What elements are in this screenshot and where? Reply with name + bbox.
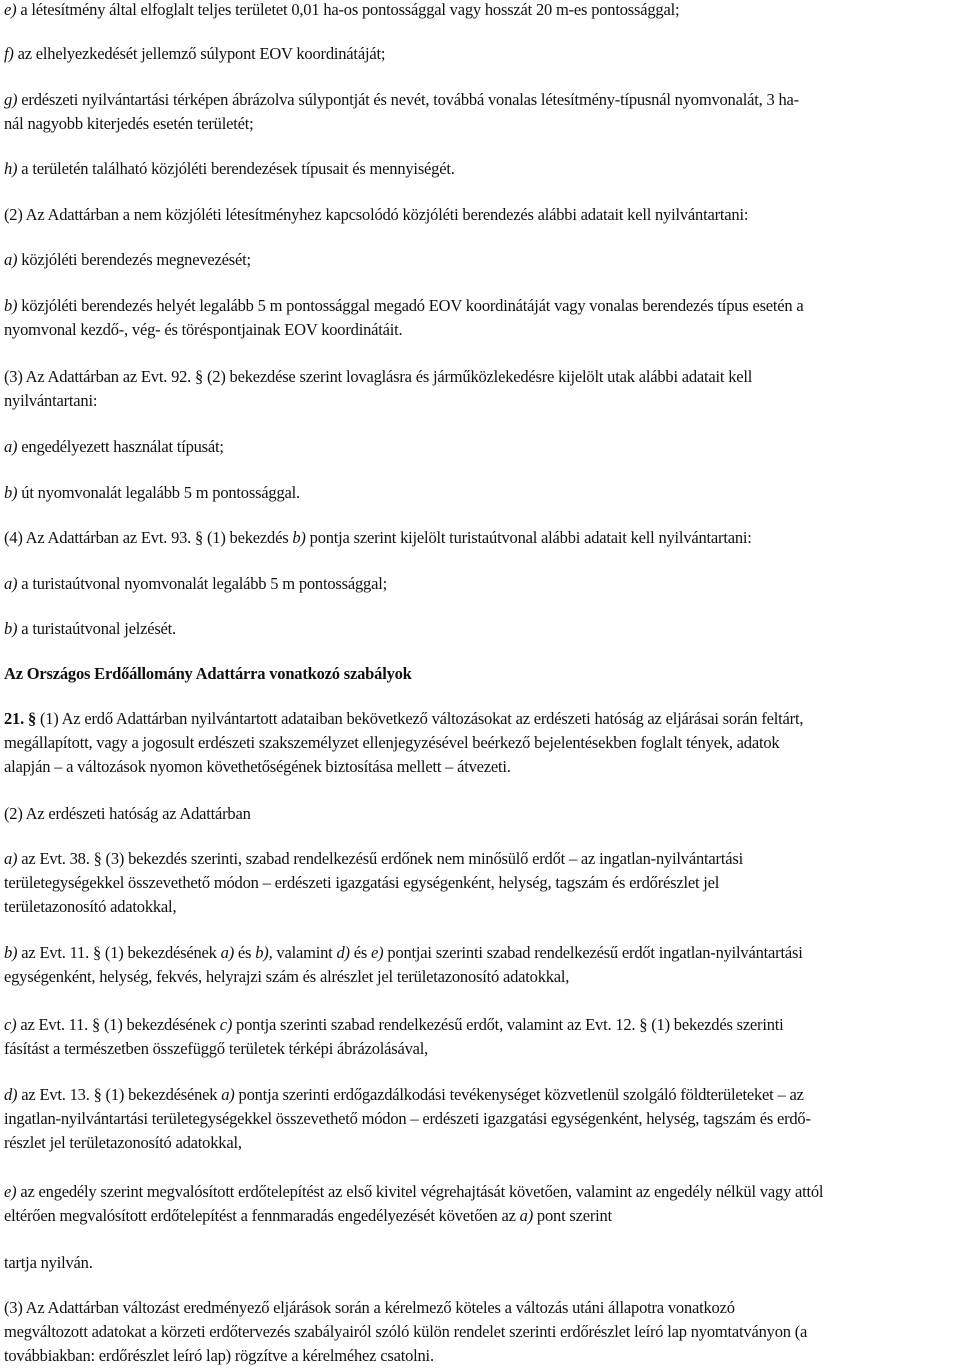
item-marker: h) — [4, 159, 18, 178]
paragraph-text: közjóléti berendezés megnevezését; — [17, 250, 251, 269]
paragraph-text: az Evt. 38. § (3) bekezdés szerinti, szabad rendelkezésű erdőnek nem minősülő erdőt – az ingatlan-nyilvántartási — [17, 849, 743, 868]
paragraph-21-2 — [4, 802, 952, 826]
paragraph-e — [4, 0, 952, 22]
paragraph-text: a turistaútvonal nyomvonalát legalább 5 m pontossággal; — [17, 574, 387, 593]
paragraph-f — [4, 42, 952, 66]
item-marker: a) — [4, 574, 18, 593]
item-marker: e) — [4, 0, 17, 19]
paragraph-2 — [4, 203, 952, 227]
paragraph-21-2a — [4, 847, 952, 919]
paragraph-text: nyomvonal kezdő-, vég- és töréspontjainak EOV koordinátáit. — [4, 320, 403, 339]
item-marker: b) — [4, 943, 18, 962]
paragraph-text: fásítást a természetben összefüggő területek térképi ábrázolásával, — [4, 1039, 429, 1058]
paragraph-text: (2) Az Adattárban a nem közjóléti létesítményhez kapcsolódó közjóléti berendezés alábbi adatait kell nyilvántartani: — [4, 205, 749, 224]
paragraph-text: megállapított, vagy a jogosult erdészeti szakszemélyzet ellenjegyzésével beérkező bejelentésekben foglalt tények, adatok — [4, 733, 780, 752]
item-ref: a) — [220, 943, 234, 962]
paragraph-21-3 — [4, 1296, 952, 1368]
item-marker: b) — [4, 296, 18, 315]
paragraph-text: alapján – a változások nyomon követhetőségének biztosítása mellett – átvezeti. — [4, 757, 511, 776]
item-ref: b) — [255, 943, 269, 962]
paragraph-text: tartja nyilván. — [4, 1253, 93, 1272]
paragraph-text: engedélyezett használat típusát; — [17, 437, 224, 456]
item-ref: e) — [371, 943, 384, 962]
paragraph-text: nyilvántartani: — [4, 391, 98, 410]
paragraph-21-2c — [4, 1013, 952, 1061]
paragraph-text: a létesítmény által elfoglalt teljes területet 0,01 ha-os pontossággal vagy hosszát 20 m-es pontossággal; — [16, 0, 680, 19]
paragraph-21-2e — [4, 1180, 952, 1228]
paragraph-text: közjóléti berendezés helyét legalább 5 m pontossággal megadó EOV koordinátáját vagy vonalas berendezés típus esetén a — [17, 296, 804, 315]
paragraph-text: eltérően megvalósított erdőtelepítést a fennmaradás engedélyezését követően az — [4, 1206, 520, 1225]
paragraph-text: az Evt. 11. § (1) bekezdésének — [16, 1015, 220, 1034]
item-ref: a) — [519, 1206, 533, 1225]
paragraph-text: (2) Az erdészeti hatóság az Adattárban — [4, 804, 251, 823]
paragraph-text: erdészeti nyilvántartási térképen ábrázolva súlypontját és nevét, továbbá vonalas létesítmény-típusnál nyomvonalát, 3 ha- — [17, 90, 799, 109]
paragraph-text: , valamint — [268, 943, 337, 962]
item-ref: c) — [219, 1015, 233, 1034]
paragraph-h — [4, 157, 952, 181]
paragraph-2b — [4, 294, 952, 342]
section-number: 21. § — [4, 709, 37, 728]
paragraph-4b — [4, 617, 952, 641]
paragraph-text: (3) Az Adattárban változást eredményező eljárások során a kérelmező köteles a változás utáni állapotra vonatkozó — [4, 1298, 735, 1317]
item-marker: c) — [4, 1015, 17, 1034]
paragraph-3a — [4, 435, 952, 459]
paragraph-21-1 — [4, 707, 952, 779]
paragraph-text: (4) Az Adattárban az Evt. 93. § (1) bekezdés — [4, 528, 293, 547]
paragraph-text: ingatlan-nyilvántartási területegységekkel összevethető módon – erdészeti igazgatási egységenként, helység, tagszám és erdő- — [4, 1109, 811, 1128]
paragraph-text: a turistaútvonal jelzését. — [17, 619, 176, 638]
paragraph-text: részlet jel területazonosító adatokkal, — [4, 1133, 242, 1152]
paragraph-text: út nyomvonalát legalább 5 m pontossággal. — [17, 483, 300, 502]
item-marker: e) — [4, 1182, 17, 1201]
paragraph-text: területegységekkel összevethető módon – erdészeti igazgatási egységenként, helység, tagszám és erdőrészlet jel — [4, 873, 720, 892]
paragraph-text: pontja szerinti szabad rendelkezésű erdőt, valamint az Evt. 12. § (1) bekezdés szerinti — [232, 1015, 784, 1034]
paragraph-text: pontja szerinti erdőgazdálkodási tevékenységet közvetlenül szolgáló földterületeket – az — [234, 1085, 804, 1104]
section-heading-text: Az Országos Erdőállomány Adattárra vonatkozó szabályok — [4, 664, 412, 683]
paragraph-text: továbbiakban: erdőrészlet leíró lap) rögzítve a kérelméhez csatolni. — [4, 1346, 434, 1365]
item-marker: a) — [4, 849, 18, 868]
paragraph-text: az Evt. 11. § (1) bekezdésének — [17, 943, 221, 962]
paragraph-text: az Evt. 13. § (1) bekezdésének — [17, 1085, 222, 1104]
paragraph-text: megváltozott adatokat a körzeti erdőtervezés szabályairól szóló külön rendelet szerinti erdőrészlet leíró lap nyomtatványon (a — [4, 1322, 808, 1341]
paragraph-text: pontjai szerinti szabad rendelkezésű erdőt ingatlan-nyilvántartási — [383, 943, 803, 962]
paragraph-text: (1) Az erdő Adattárban nyilvántartott adataiban bekövetkező változásokat az erdészeti hatóság az eljárásai során feltárt, — [36, 709, 804, 728]
paragraph-g — [4, 88, 952, 136]
paragraph-text: a területén található közjóléti berendezések típusait és mennyiségét. — [17, 159, 455, 178]
paragraph-tartja — [4, 1251, 952, 1275]
item-ref: a) — [221, 1085, 235, 1104]
paragraph-text: (3) Az Adattárban az Evt. 92. § (2) bekezdése szerint lovaglásra és járműközlekedésre kijelölt utak alábbi adatait kell — [4, 367, 753, 386]
paragraph-21-2b — [4, 941, 952, 989]
item-marker: a) — [4, 437, 18, 456]
item-marker: d) — [4, 1085, 18, 1104]
item-marker: g) — [4, 90, 18, 109]
paragraph-text: egységenként, helység, fekvés, helyrajzi szám és alrészlet jel területazonosító adatokkal, — [4, 967, 570, 986]
item-marker: b) — [292, 528, 306, 547]
item-marker: f) — [4, 44, 14, 63]
paragraph-text: és — [349, 943, 372, 962]
paragraph-3 — [4, 365, 952, 413]
paragraph-21-2d — [4, 1083, 952, 1155]
item-marker: b) — [4, 483, 18, 502]
paragraph-text: pontja szerint kijelölt turistaútvonal alábbi adatait kell nyilvántartani: — [305, 528, 752, 547]
paragraph-text: az elhelyezkedését jellemző súlypont EOV koordinátáját; — [13, 44, 386, 63]
item-marker: b) — [4, 619, 18, 638]
item-marker: a) — [4, 250, 18, 269]
paragraph-text: az engedély szerint megvalósított erdőtelepítést az első kivitel végrehajtását követően, valamint az engedély nélkül vagy attól — [16, 1182, 824, 1201]
paragraph-text: területazonosító adatokkal, — [4, 897, 177, 916]
paragraph-text: pont szerint — [533, 1206, 612, 1225]
paragraph-2a — [4, 248, 952, 272]
paragraph-4a — [4, 572, 952, 596]
paragraph-3b — [4, 481, 952, 505]
item-ref: d) — [336, 943, 350, 962]
paragraph-text: nál nagyobb kiterjedés esetén területét; — [4, 114, 254, 133]
section-heading — [4, 662, 952, 686]
paragraph-4 — [4, 526, 952, 550]
paragraph-text: és — [234, 943, 256, 962]
